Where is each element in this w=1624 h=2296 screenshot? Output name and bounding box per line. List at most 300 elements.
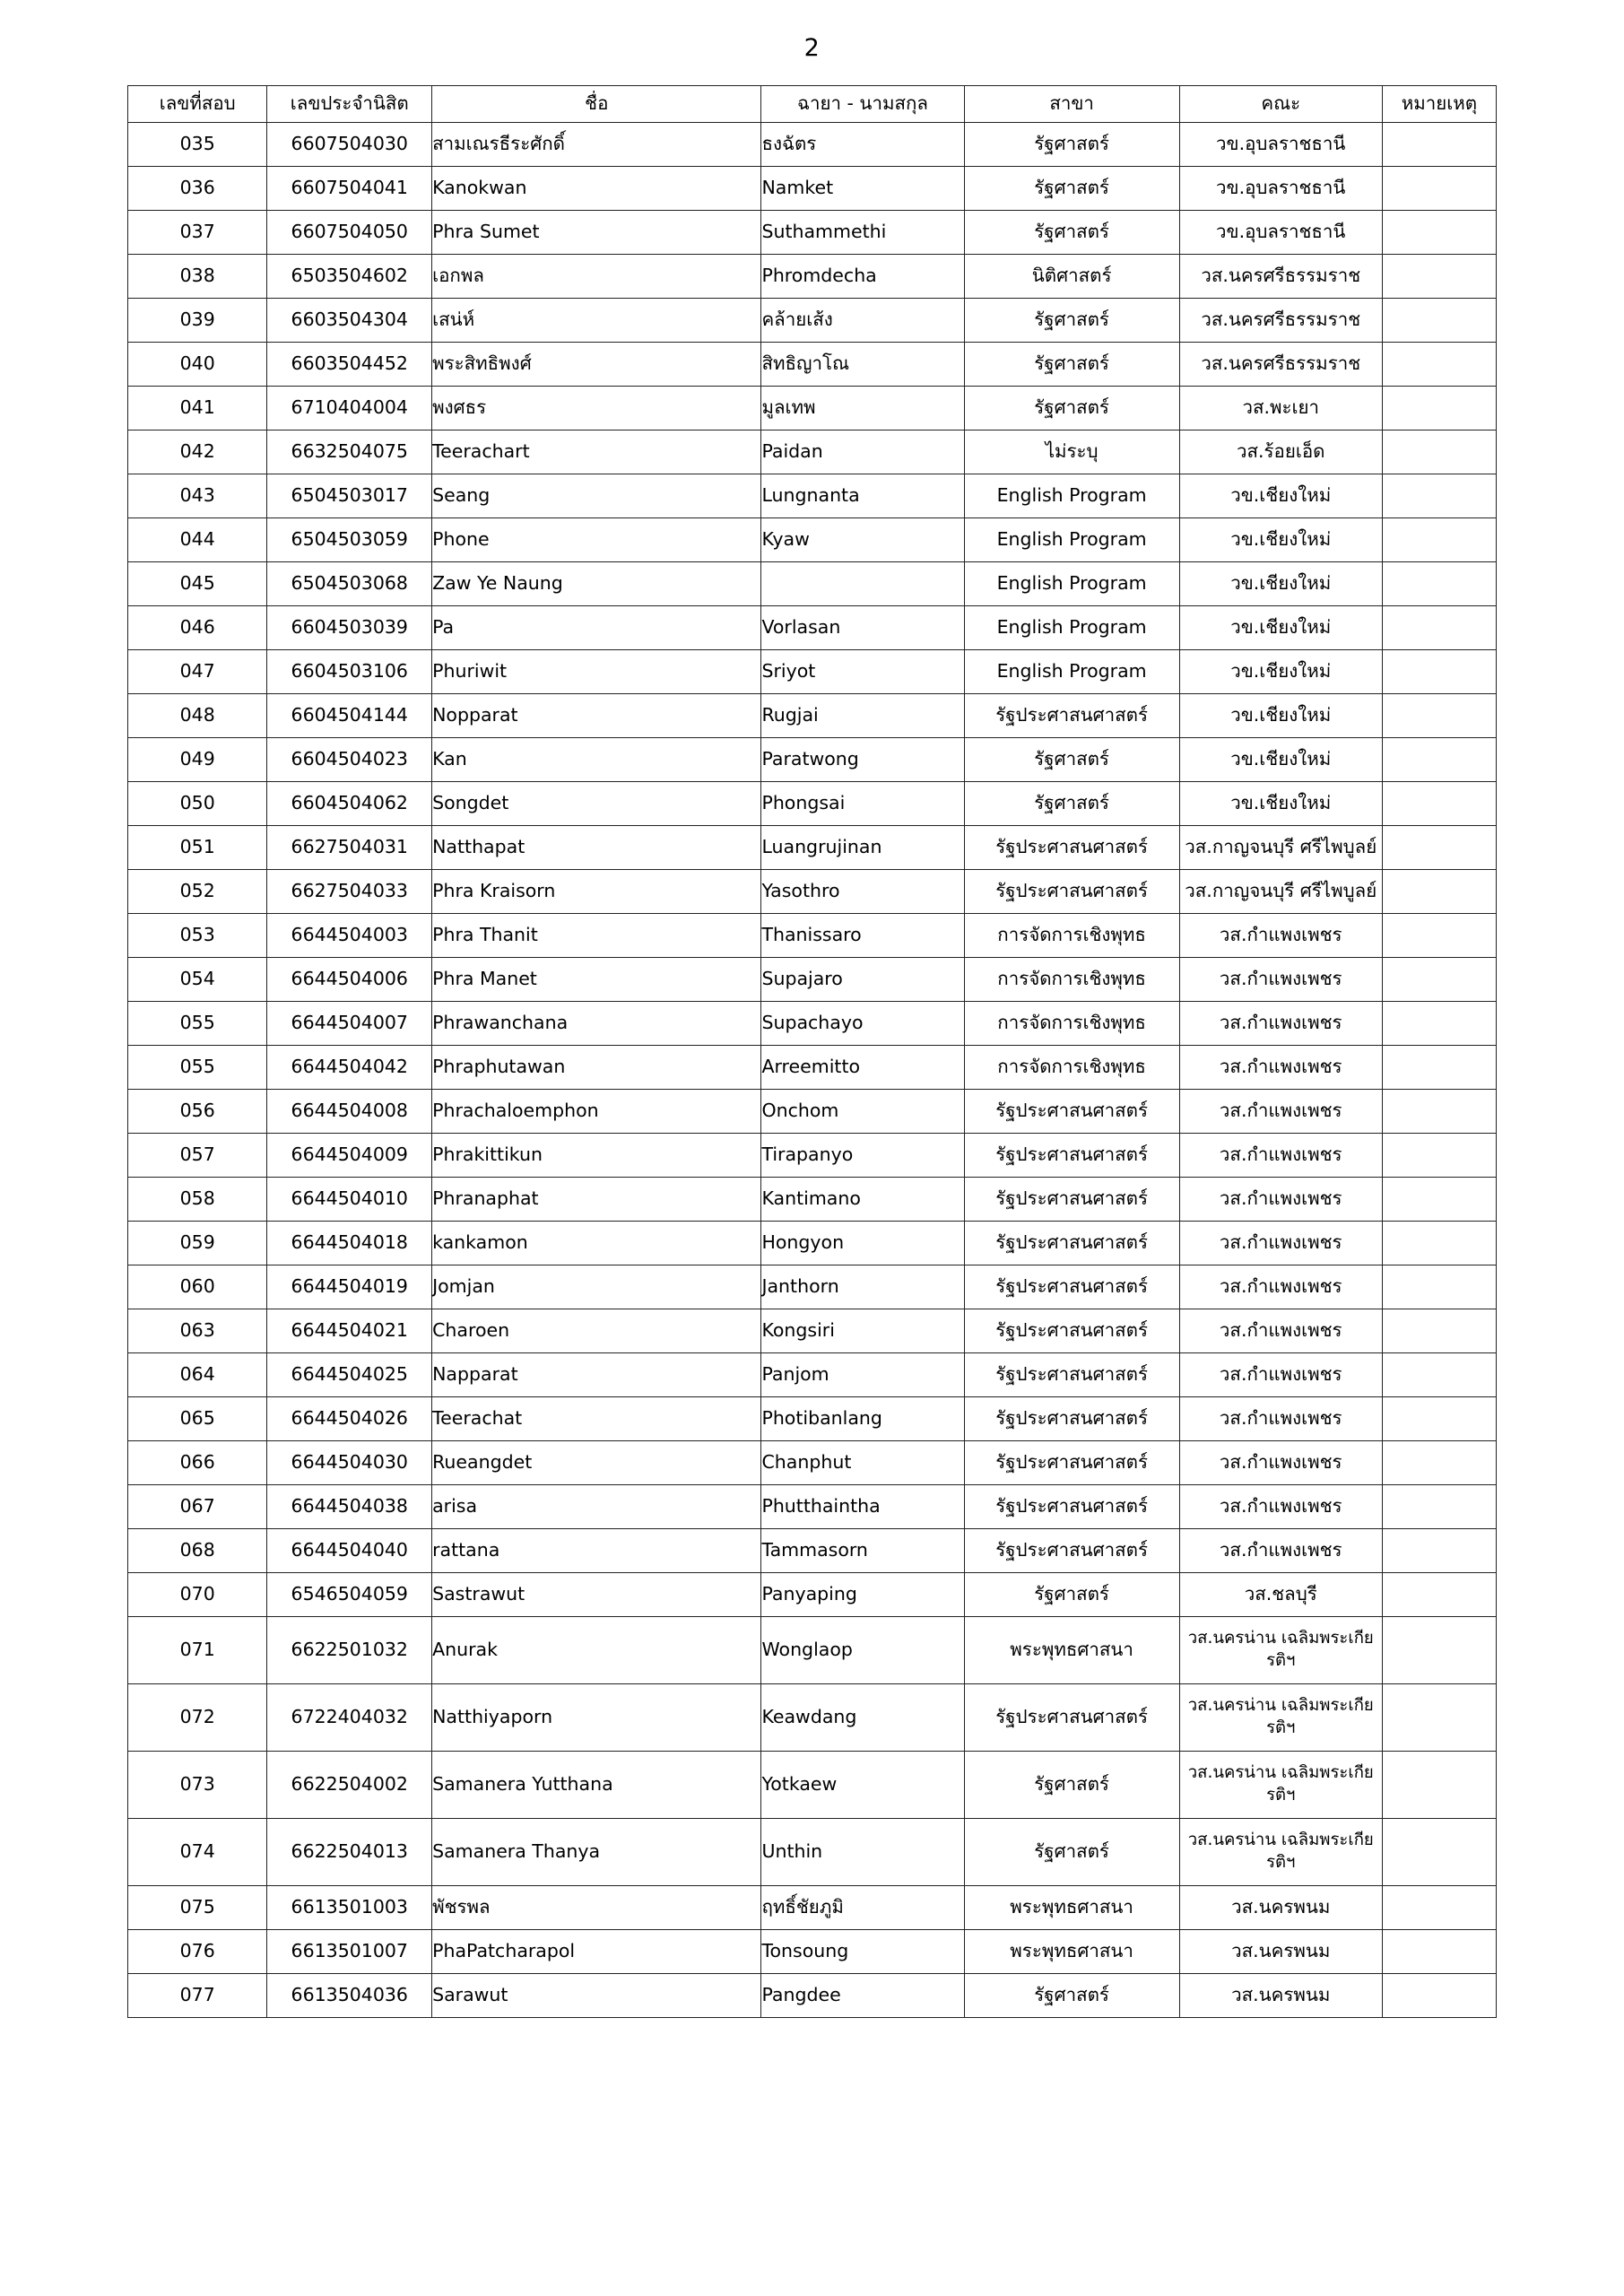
- cell-exam-no: 066: [128, 1441, 267, 1485]
- table-row: [128, 650, 1497, 694]
- cell-student-id: 6622504002: [267, 1752, 432, 1819]
- cell-exam-no: 048: [128, 694, 267, 738]
- cell-alias-surname: Panjom: [761, 1353, 964, 1397]
- cell-exam-no: 060: [128, 1265, 267, 1309]
- cell-student-id: 6644504025: [267, 1353, 432, 1397]
- cell-student-id: 6644504008: [267, 1090, 432, 1134]
- cell-name: Teerachat: [432, 1397, 761, 1441]
- cell-major: การจัดการเชิงพุทธ: [964, 914, 1179, 958]
- cell-major: ไม่ระบุ: [964, 430, 1179, 474]
- cell-name: Phrachaloemphon: [432, 1090, 761, 1134]
- cell-student-id: 6644504006: [267, 958, 432, 1002]
- cell-note: [1382, 1002, 1496, 1046]
- faculty-text: วส.นครน่าน เฉลิมพระเกียรติฯ: [1187, 1629, 1374, 1670]
- cell-major: รัฐศาสตร์: [964, 167, 1179, 211]
- cell-alias-surname: Suthammethi: [761, 211, 964, 255]
- cell-note: [1382, 167, 1496, 211]
- table-row: [128, 299, 1497, 343]
- cell-name: Charoen: [432, 1309, 761, 1353]
- cell-note: [1382, 650, 1496, 694]
- table-row: [128, 1886, 1497, 1930]
- cell-faculty: วส.นครพนม: [1179, 1974, 1382, 2018]
- cell-exam-no: 076: [128, 1930, 267, 1974]
- cell-faculty: วส.กำแพงเพชร: [1179, 1178, 1382, 1222]
- cell-exam-no: 068: [128, 1529, 267, 1573]
- cell-major: พระพุทธศาสนา: [964, 1617, 1179, 1684]
- cell-faculty: วส.กำแพงเพชร: [1179, 1353, 1382, 1397]
- cell-student-id: 6644504009: [267, 1134, 432, 1178]
- cell-note: [1382, 1684, 1496, 1752]
- cell-major: รัฐประศาสนศาสตร์: [964, 1178, 1179, 1222]
- cell-note: [1382, 474, 1496, 518]
- table-row: [128, 694, 1497, 738]
- cell-name: Zaw Ye Naung: [432, 562, 761, 606]
- cell-faculty: วส.พะเยา: [1179, 387, 1382, 430]
- cell-name: เอกพล: [432, 255, 761, 299]
- cell-exam-no: 054: [128, 958, 267, 1002]
- header-row: [128, 86, 1497, 123]
- cell-faculty: วส.กาญจนบุรี ศรีไพบูลย์: [1179, 826, 1382, 870]
- cell-exam-no: 041: [128, 387, 267, 430]
- cell-faculty: วส.กำแพงเพชร: [1179, 1441, 1382, 1485]
- cell-student-id: 6644504003: [267, 914, 432, 958]
- cell-name: Napparat: [432, 1353, 761, 1397]
- cell-faculty: วส.กาญจนบุรี ศรีไพบูลย์: [1179, 870, 1382, 914]
- cell-faculty: วส.นครศรีธรรมราช: [1179, 343, 1382, 387]
- cell-faculty: วส.กำแพงเพชร: [1179, 1397, 1382, 1441]
- cell-student-id: 6613501003: [267, 1886, 432, 1930]
- cell-name: Samanera Thanya: [432, 1819, 761, 1886]
- cell-faculty: [1179, 1684, 1382, 1752]
- cell-major: รัฐศาสตร์: [964, 211, 1179, 255]
- table-row: [128, 1485, 1497, 1529]
- cell-major: รัฐศาสตร์: [964, 123, 1179, 167]
- cell-note: [1382, 782, 1496, 826]
- cell-alias-surname: สิทธิญาโณ: [761, 343, 964, 387]
- cell-note: [1382, 387, 1496, 430]
- cell-faculty: วข.เชียงใหม่: [1179, 474, 1382, 518]
- cell-major: รัฐประศาสนศาสตร์: [964, 1397, 1179, 1441]
- cell-faculty: วข.อุบลราชธานี: [1179, 167, 1382, 211]
- cell-note: [1382, 1485, 1496, 1529]
- cell-student-id: 6644504010: [267, 1178, 432, 1222]
- cell-faculty: วส.กำแพงเพชร: [1179, 1309, 1382, 1353]
- cell-name: kankamon: [432, 1222, 761, 1265]
- cell-student-id: 6644504007: [267, 1002, 432, 1046]
- cell-student-id: 6644504038: [267, 1485, 432, 1529]
- cell-name: arisa: [432, 1485, 761, 1529]
- cell-faculty: วส.กำแพงเพชร: [1179, 1046, 1382, 1090]
- cell-major: รัฐประศาสนศาสตร์: [964, 1684, 1179, 1752]
- cell-alias-surname: Paidan: [761, 430, 964, 474]
- cell-name: Phra Thanit: [432, 914, 761, 958]
- cell-major: รัฐศาสตร์: [964, 1819, 1179, 1886]
- cell-faculty: วส.นครศรีธรรมราช: [1179, 299, 1382, 343]
- cell-student-id: 6607504041: [267, 167, 432, 211]
- table-row: [128, 826, 1497, 870]
- cell-major: รัฐศาสตร์: [964, 1974, 1179, 2018]
- cell-major: รัฐประศาสนศาสตร์: [964, 826, 1179, 870]
- cell-student-id: 6603504304: [267, 299, 432, 343]
- cell-exam-no: 071: [128, 1617, 267, 1684]
- cell-exam-no: 074: [128, 1819, 267, 1886]
- cell-note: [1382, 1974, 1496, 2018]
- cell-faculty: วส.กำแพงเพชร: [1179, 1002, 1382, 1046]
- cell-alias-surname: Chanphut: [761, 1441, 964, 1485]
- cell-student-id: 6604504144: [267, 694, 432, 738]
- cell-alias-surname: Paratwong: [761, 738, 964, 782]
- cell-exam-no: 051: [128, 826, 267, 870]
- cell-major: พระพุทธศาสนา: [964, 1886, 1179, 1930]
- cell-exam-no: 073: [128, 1752, 267, 1819]
- table-row: [128, 1178, 1497, 1222]
- cell-student-id: 6632504075: [267, 430, 432, 474]
- cell-exam-no: 064: [128, 1353, 267, 1397]
- cell-faculty: วส.กำแพงเพชร: [1179, 914, 1382, 958]
- cell-name: Kanokwan: [432, 167, 761, 211]
- cell-faculty: วข.เชียงใหม่: [1179, 518, 1382, 562]
- table-body: [128, 123, 1497, 2018]
- cell-name: เสน่ห์: [432, 299, 761, 343]
- cell-student-id: 6546504059: [267, 1573, 432, 1617]
- cell-major: รัฐศาสตร์: [964, 738, 1179, 782]
- cell-alias-surname: Yasothro: [761, 870, 964, 914]
- cell-alias-surname: Yotkaew: [761, 1752, 964, 1819]
- cell-student-id: 6627504031: [267, 826, 432, 870]
- cell-student-id: 6504503068: [267, 562, 432, 606]
- table-row: [128, 255, 1497, 299]
- cell-note: [1382, 606, 1496, 650]
- cell-exam-no: 044: [128, 518, 267, 562]
- cell-alias-surname: Sriyot: [761, 650, 964, 694]
- cell-note: [1382, 430, 1496, 474]
- cell-alias-surname: คล้ายเส้ง: [761, 299, 964, 343]
- cell-name: Samanera Yutthana: [432, 1752, 761, 1819]
- cell-alias-surname: Unthin: [761, 1819, 964, 1886]
- cell-name: Sastrawut: [432, 1573, 761, 1617]
- cell-exam-no: 050: [128, 782, 267, 826]
- cell-faculty: วข.อุบลราชธานี: [1179, 211, 1382, 255]
- table-row: [128, 123, 1497, 167]
- cell-note: [1382, 1265, 1496, 1309]
- cell-name: พระสิทธิพงศ์: [432, 343, 761, 387]
- cell-faculty: วส.กำแพงเพชร: [1179, 1134, 1382, 1178]
- cell-student-id: 6710404004: [267, 387, 432, 430]
- cell-name: Phra Manet: [432, 958, 761, 1002]
- column-header-alias-surname: ฉายา - นามสกุล: [761, 86, 964, 123]
- cell-alias-surname: Wonglaop: [761, 1617, 964, 1684]
- cell-student-id: 6607504030: [267, 123, 432, 167]
- cell-student-id: 6604504062: [267, 782, 432, 826]
- cell-alias-surname: Janthorn: [761, 1265, 964, 1309]
- cell-note: [1382, 518, 1496, 562]
- cell-faculty: [1179, 1819, 1382, 1886]
- cell-note: [1382, 1617, 1496, 1684]
- table-row: [128, 1265, 1497, 1309]
- cell-alias-surname: Supajaro: [761, 958, 964, 1002]
- cell-exam-no: 052: [128, 870, 267, 914]
- cell-name: rattana: [432, 1529, 761, 1573]
- cell-note: [1382, 1930, 1496, 1974]
- cell-exam-no: 042: [128, 430, 267, 474]
- cell-major: นิติศาสตร์: [964, 255, 1179, 299]
- cell-exam-no: 039: [128, 299, 267, 343]
- cell-note: [1382, 1309, 1496, 1353]
- cell-student-id: 6622501032: [267, 1617, 432, 1684]
- cell-exam-no: 035: [128, 123, 267, 167]
- cell-faculty: วข.เชียงใหม่: [1179, 694, 1382, 738]
- cell-note: [1382, 1529, 1496, 1573]
- table-row: [128, 1222, 1497, 1265]
- cell-student-id: 6604503039: [267, 606, 432, 650]
- cell-exam-no: 038: [128, 255, 267, 299]
- cell-alias-surname: Vorlasan: [761, 606, 964, 650]
- cell-note: [1382, 1222, 1496, 1265]
- table-row: [128, 167, 1497, 211]
- cell-major: English Program: [964, 474, 1179, 518]
- cell-major: รัฐประศาสนศาสตร์: [964, 1134, 1179, 1178]
- cell-name: Phra Sumet: [432, 211, 761, 255]
- table-row: [128, 738, 1497, 782]
- cell-note: [1382, 562, 1496, 606]
- cell-exam-no: 058: [128, 1178, 267, 1222]
- table-row: [128, 1046, 1497, 1090]
- cell-exam-no: 047: [128, 650, 267, 694]
- cell-student-id: 6603504452: [267, 343, 432, 387]
- cell-alias-surname: Lungnanta: [761, 474, 964, 518]
- cell-major: การจัดการเชิงพุทธ: [964, 1002, 1179, 1046]
- cell-student-id: 6644504018: [267, 1222, 432, 1265]
- cell-name: Anurak: [432, 1617, 761, 1684]
- cell-faculty: วส.ร้อยเอ็ด: [1179, 430, 1382, 474]
- cell-exam-no: 077: [128, 1974, 267, 2018]
- cell-exam-no: 040: [128, 343, 267, 387]
- cell-name: สามเณรธีระศักดิ์: [432, 123, 761, 167]
- cell-student-id: 6613504036: [267, 1974, 432, 2018]
- cell-major: รัฐประศาสนศาสตร์: [964, 870, 1179, 914]
- cell-exam-no: 055: [128, 1002, 267, 1046]
- cell-name: Teerachart: [432, 430, 761, 474]
- cell-major: รัฐประศาสนศาสตร์: [964, 1265, 1179, 1309]
- cell-name: พัชรพล: [432, 1886, 761, 1930]
- cell-exam-no: 055: [128, 1046, 267, 1090]
- cell-note: [1382, 123, 1496, 167]
- cell-name: Nopparat: [432, 694, 761, 738]
- cell-major: รัฐประศาสนศาสตร์: [964, 1309, 1179, 1353]
- cell-exam-no: 067: [128, 1485, 267, 1529]
- cell-note: [1382, 1353, 1496, 1397]
- cell-alias-surname: Phongsai: [761, 782, 964, 826]
- cell-alias-surname: Onchom: [761, 1090, 964, 1134]
- cell-alias-surname: Thanissaro: [761, 914, 964, 958]
- cell-faculty: วส.กำแพงเพชร: [1179, 958, 1382, 1002]
- cell-name: Phranaphat: [432, 1178, 761, 1222]
- cell-student-id: 6644504021: [267, 1309, 432, 1353]
- cell-student-id: 6613501007: [267, 1930, 432, 1974]
- cell-name: Kan: [432, 738, 761, 782]
- cell-faculty: วข.อุบลราชธานี: [1179, 123, 1382, 167]
- cell-name: พงศธร: [432, 387, 761, 430]
- table-row: [128, 211, 1497, 255]
- table-row: [128, 782, 1497, 826]
- cell-major: รัฐประศาสนศาสตร์: [964, 694, 1179, 738]
- cell-faculty: [1179, 1617, 1382, 1684]
- column-header-faculty: คณะ: [1179, 86, 1382, 123]
- roster-table-wrap: [0, 85, 1624, 2018]
- cell-major: รัฐศาสตร์: [964, 343, 1179, 387]
- cell-alias-surname: Phromdecha: [761, 255, 964, 299]
- cell-exam-no: 072: [128, 1684, 267, 1752]
- cell-alias-surname: Namket: [761, 167, 964, 211]
- cell-faculty: [1179, 1752, 1382, 1819]
- cell-note: [1382, 1046, 1496, 1090]
- cell-alias-surname: Pangdee: [761, 1974, 964, 2018]
- cell-note: [1382, 738, 1496, 782]
- cell-note: [1382, 1090, 1496, 1134]
- cell-exam-no: 043: [128, 474, 267, 518]
- column-header-note: หมายเหตุ: [1382, 86, 1496, 123]
- cell-alias-surname: Phutthaintha: [761, 1485, 964, 1529]
- cell-student-id: 6504503017: [267, 474, 432, 518]
- cell-name: Phone: [432, 518, 761, 562]
- cell-exam-no: 070: [128, 1573, 267, 1617]
- table-row: [128, 1573, 1497, 1617]
- cell-major: English Program: [964, 518, 1179, 562]
- cell-note: [1382, 1819, 1496, 1886]
- cell-alias-surname: Kongsiri: [761, 1309, 964, 1353]
- cell-student-id: 6604504023: [267, 738, 432, 782]
- cell-exam-no: 046: [128, 606, 267, 650]
- cell-alias-surname: ฤทธิ์ชัยภูมิ: [761, 1886, 964, 1930]
- cell-major: รัฐศาสตร์: [964, 1573, 1179, 1617]
- cell-exam-no: 045: [128, 562, 267, 606]
- cell-alias-surname: Tonsoung: [761, 1930, 964, 1974]
- cell-alias-surname: Rugjai: [761, 694, 964, 738]
- cell-faculty: วข.เชียงใหม่: [1179, 782, 1382, 826]
- cell-major: รัฐศาสตร์: [964, 387, 1179, 430]
- cell-faculty: วข.เชียงใหม่: [1179, 562, 1382, 606]
- cell-alias-surname: Luangrujinan: [761, 826, 964, 870]
- cell-name: Phrakittikun: [432, 1134, 761, 1178]
- table-row: [128, 1441, 1497, 1485]
- cell-major: รัฐประศาสนศาสตร์: [964, 1441, 1179, 1485]
- table-row: [128, 1617, 1497, 1684]
- table-row: [128, 1397, 1497, 1441]
- cell-name: Natthapat: [432, 826, 761, 870]
- cell-exam-no: 036: [128, 167, 267, 211]
- table-row: [128, 343, 1497, 387]
- cell-faculty: วส.กำแพงเพชร: [1179, 1529, 1382, 1573]
- cell-name: Natthiyaporn: [432, 1684, 761, 1752]
- cell-name: Phra Kraisorn: [432, 870, 761, 914]
- cell-alias-surname: Hongyon: [761, 1222, 964, 1265]
- table-header: [128, 86, 1497, 123]
- cell-student-id: 6644504042: [267, 1046, 432, 1090]
- cell-faculty: วส.กำแพงเพชร: [1179, 1222, 1382, 1265]
- cell-faculty: วส.ชลบุรี: [1179, 1573, 1382, 1617]
- faculty-text: วส.นครน่าน เฉลิมพระเกียรติฯ: [1187, 1831, 1374, 1872]
- cell-student-id: 6504503059: [267, 518, 432, 562]
- cell-major: English Program: [964, 650, 1179, 694]
- cell-note: [1382, 914, 1496, 958]
- cell-note: [1382, 1397, 1496, 1441]
- table-row: [128, 1752, 1497, 1819]
- cell-name: Sarawut: [432, 1974, 761, 2018]
- cell-alias-surname: Tirapanyo: [761, 1134, 964, 1178]
- cell-major: รัฐประศาสนศาสตร์: [964, 1090, 1179, 1134]
- cell-alias-surname: Kantimano: [761, 1178, 964, 1222]
- cell-student-id: 6604503106: [267, 650, 432, 694]
- faculty-text: วส.นครน่าน เฉลิมพระเกียรติฯ: [1187, 1696, 1374, 1737]
- cell-student-id: 6644504030: [267, 1441, 432, 1485]
- cell-faculty: วส.นครศรีธรรมราช: [1179, 255, 1382, 299]
- student-roster-table: [127, 85, 1497, 2018]
- cell-exam-no: 049: [128, 738, 267, 782]
- table-row: [128, 606, 1497, 650]
- column-header-student-id: เลขประจำนิสิต: [267, 86, 432, 123]
- cell-alias-surname: ธงฉัตร: [761, 123, 964, 167]
- table-row: [128, 1309, 1497, 1353]
- cell-student-id: 6644504040: [267, 1529, 432, 1573]
- cell-exam-no: 059: [128, 1222, 267, 1265]
- cell-note: [1382, 1134, 1496, 1178]
- cell-student-id: 6644504026: [267, 1397, 432, 1441]
- cell-name: Phrawanchana: [432, 1002, 761, 1046]
- cell-alias-surname: Kyaw: [761, 518, 964, 562]
- cell-exam-no: 063: [128, 1309, 267, 1353]
- cell-note: [1382, 870, 1496, 914]
- cell-note: [1382, 826, 1496, 870]
- cell-major: English Program: [964, 606, 1179, 650]
- cell-exam-no: 057: [128, 1134, 267, 1178]
- cell-note: [1382, 1573, 1496, 1617]
- cell-faculty: วส.กำแพงเพชร: [1179, 1265, 1382, 1309]
- cell-major: การจัดการเชิงพุทธ: [964, 958, 1179, 1002]
- cell-exam-no: 037: [128, 211, 267, 255]
- table-row: [128, 430, 1497, 474]
- table-row: [128, 474, 1497, 518]
- cell-name: Seang: [432, 474, 761, 518]
- cell-note: [1382, 958, 1496, 1002]
- table-row: [128, 958, 1497, 1002]
- cell-student-id: 6644504019: [267, 1265, 432, 1309]
- table-row: [128, 562, 1497, 606]
- cell-student-id: 6622504013: [267, 1819, 432, 1886]
- cell-major: รัฐศาสตร์: [964, 1752, 1179, 1819]
- cell-name: Songdet: [432, 782, 761, 826]
- cell-name: Phuriwit: [432, 650, 761, 694]
- column-header-name: ชื่อ: [432, 86, 761, 123]
- cell-name: Pa: [432, 606, 761, 650]
- faculty-text: วส.นครน่าน เฉลิมพระเกียรติฯ: [1187, 1763, 1374, 1805]
- table-row: [128, 1090, 1497, 1134]
- cell-name: PhaPatcharapol: [432, 1930, 761, 1974]
- cell-alias-surname: Keawdang: [761, 1684, 964, 1752]
- cell-student-id: 6722404032: [267, 1684, 432, 1752]
- cell-alias-surname: มูลเทพ: [761, 387, 964, 430]
- cell-note: [1382, 343, 1496, 387]
- cell-major: พระพุทธศาสนา: [964, 1930, 1179, 1974]
- cell-note: [1382, 211, 1496, 255]
- cell-exam-no: 056: [128, 1090, 267, 1134]
- cell-student-id: 6627504033: [267, 870, 432, 914]
- table-row: [128, 1529, 1497, 1573]
- table-row: [128, 387, 1497, 430]
- cell-note: [1382, 1441, 1496, 1485]
- cell-name: Phraphutawan: [432, 1046, 761, 1090]
- page-number: 2: [803, 34, 821, 62]
- cell-exam-no: 053: [128, 914, 267, 958]
